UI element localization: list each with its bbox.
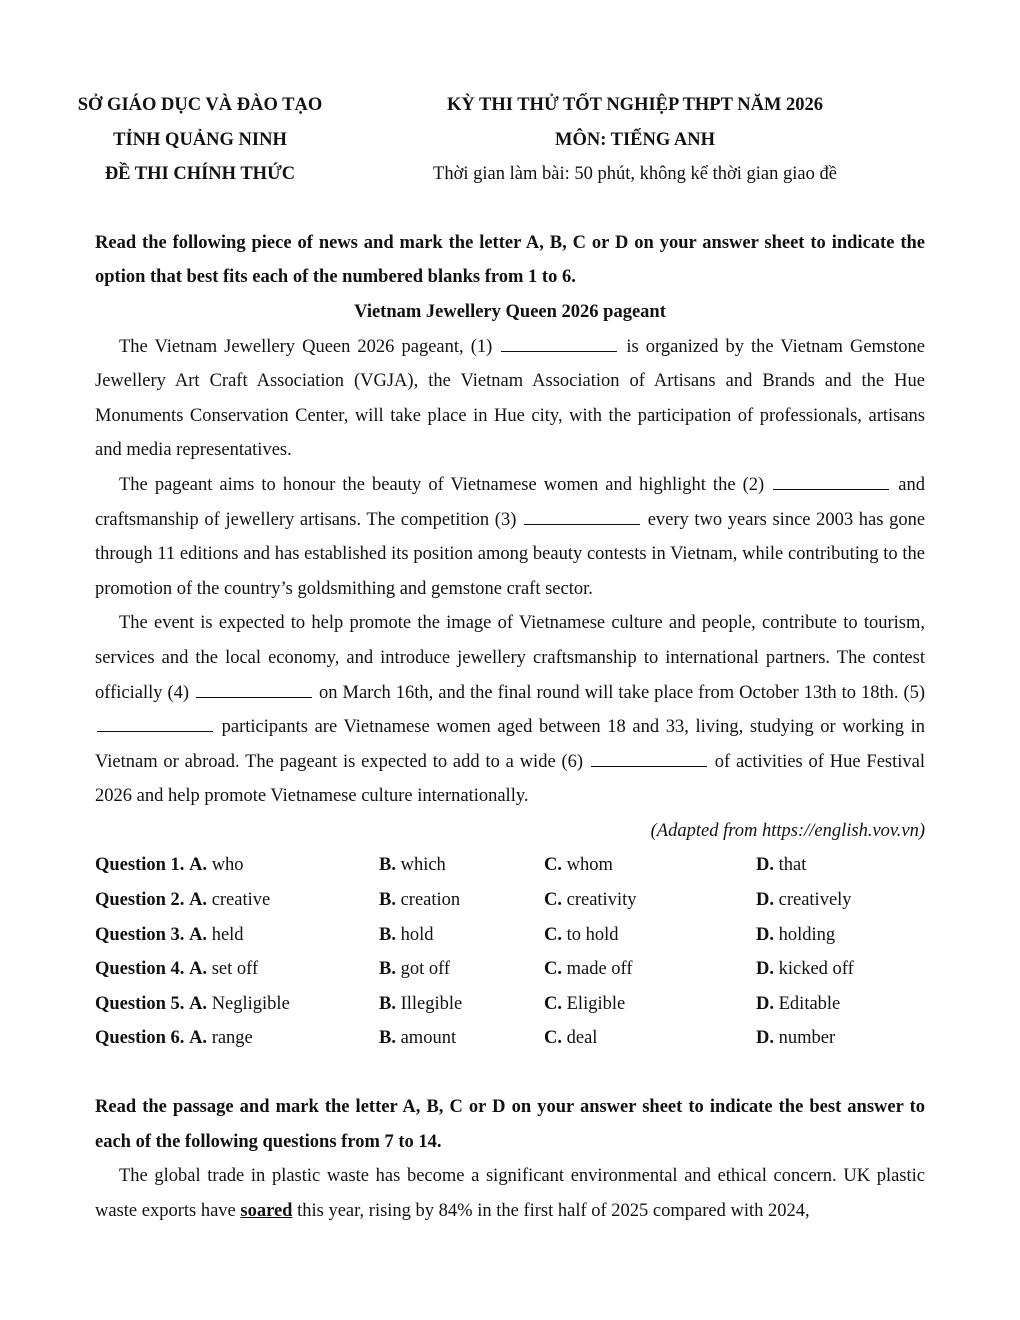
option-b[interactable]: amount	[400, 1028, 457, 1049]
question-list	[95, 848, 925, 1056]
option-letter: D.	[756, 890, 774, 911]
passage-text-a: The global trade in plastic waste has become a significant environmental and ethical concern. UK plastic waste exports have	[95, 1166, 925, 1221]
header-left	[55, 88, 345, 192]
question-label: Question 2.	[95, 890, 185, 911]
option-c[interactable]: made off	[566, 959, 633, 980]
option-letter: A.	[189, 1028, 208, 1049]
question-label: Question 6.	[95, 1028, 185, 1049]
blank-4	[196, 677, 312, 698]
p3-text-b: on March 16th, and the final round will take place from October 13th to 18th. (5)	[319, 682, 926, 703]
option-c[interactable]: whom	[566, 855, 613, 876]
question-label: Question 3.	[95, 924, 185, 945]
option-letter: C.	[544, 855, 562, 876]
department-name: SỞ GIÁO DỤC VÀ ĐÀO TẠO	[77, 95, 323, 115]
province-name: TỈNH QUẢNG NINH	[113, 129, 287, 150]
p3-text-a: The event is expected to help promote the image of Vietnamese culture and people, contribute to tourism, services and the local economy, and introduce jewellery craftsmanship to international partners. The contest officially (4)	[95, 613, 925, 703]
official-exam-label: ĐỀ THI CHÍNH THỨC	[104, 164, 296, 185]
p1-text-a: The Vietnam Jewellery Queen 2026 pageant, (1)	[119, 336, 493, 357]
option-letter: C.	[544, 959, 562, 980]
blank-6	[591, 746, 707, 767]
option-letter: B.	[379, 924, 396, 945]
option-letter: A.	[189, 855, 208, 876]
blank-2	[773, 469, 889, 490]
news-source	[95, 814, 925, 849]
section1-instruction: Read the following piece of news and mark the letter A, B, C or D on your answer sheet to indicate the option that best fits each of the numbered blanks from 1 to 6.	[95, 232, 925, 288]
option-a[interactable]: range	[211, 1028, 253, 1049]
option-letter: B.	[379, 855, 396, 876]
exam-title: KỲ THI THỬ TỐT NGHIỆP THPT NĂM 2026	[446, 95, 824, 115]
option-letter: A.	[189, 890, 208, 911]
option-b[interactable]: Illegible	[400, 993, 463, 1014]
question-row	[95, 987, 925, 1022]
news-paragraph-2	[95, 468, 925, 606]
option-letter: A.	[189, 993, 208, 1014]
question-row	[95, 848, 925, 883]
question-row	[95, 952, 925, 987]
news-title: Vietnam Jewellery Queen 2026 pageant	[354, 301, 666, 322]
p2-text-a: The pageant aims to honour the beauty of Vietnamese women and highlight the (2)	[119, 474, 765, 495]
option-a[interactable]: Negligible	[211, 993, 290, 1014]
option-d[interactable]: creatively	[778, 890, 852, 911]
question-row	[95, 1021, 925, 1056]
question-row	[95, 918, 925, 953]
blank-3	[524, 504, 640, 525]
exam-page	[77, 88, 926, 1228]
section2-instruction: Read the passage and mark the letter A, B, C or D on your answer sheet to indicate the best answer to each of the following questions from 7 to 14.	[95, 1097, 925, 1152]
p3-text-d: of activities of Hue Festival 2026 and help promote Vietnamese culture internationally.	[95, 751, 926, 807]
blank-5	[97, 711, 213, 732]
p3-text-c: participants are Vietnamese women aged between 18 and 33, living, studying or working in Vietnam or abroad. The pageant is expected to add to a wide (6)	[95, 717, 925, 772]
news-paragraph-1	[95, 330, 925, 468]
option-b[interactable]: hold	[400, 924, 434, 945]
source-text: (Adapted from https://english.vov.vn)	[650, 820, 925, 841]
header-right	[345, 88, 925, 192]
option-letter: A.	[189, 924, 208, 945]
option-letter: D.	[756, 1028, 774, 1049]
exam-time: Thời gian làm bài: 50 phút, không kể thời gian giao đề	[433, 164, 837, 185]
option-d[interactable]: kicked off	[778, 959, 854, 980]
p2-text-c: every two years since 2003 has gone through 11 editions and has established its position among beauty contests in Vietnam, while contributing to the promotion of the country’s goldsmithing and gemstone craft sector.	[95, 509, 926, 599]
option-letter: B.	[379, 890, 396, 911]
question-label: Question 4.	[95, 959, 185, 980]
p2-text-b: and craftsmanship of jewellery artisans. The competition (3)	[95, 474, 925, 530]
highlighted-word: soared	[240, 1200, 293, 1221]
option-letter: D.	[756, 855, 774, 876]
question-label: Question 5.	[95, 993, 185, 1014]
option-a[interactable]: set off	[211, 959, 259, 980]
option-letter: B.	[379, 993, 396, 1014]
option-letter: A.	[189, 959, 208, 980]
blank-1	[501, 331, 617, 352]
passage-text-b: this year, rising by 84% in the first half of 2025 compared with 2024,	[297, 1200, 810, 1221]
question-label: Question 1.	[95, 855, 185, 876]
option-c[interactable]: to hold	[566, 924, 619, 945]
question-row	[95, 883, 925, 918]
option-letter: C.	[544, 890, 562, 911]
option-d[interactable]: Editable	[778, 993, 841, 1014]
option-letter: D.	[756, 993, 774, 1014]
option-c[interactable]: deal	[566, 1028, 598, 1049]
option-letter: C.	[544, 924, 562, 945]
news-paragraph-3	[95, 606, 925, 814]
option-b[interactable]: creation	[400, 890, 461, 911]
option-letter: D.	[756, 959, 774, 980]
option-b[interactable]: which	[400, 855, 446, 876]
option-a[interactable]: creative	[211, 890, 271, 911]
option-d[interactable]: that	[778, 855, 807, 876]
option-d[interactable]: holding	[778, 924, 836, 945]
option-letter: C.	[544, 1028, 562, 1049]
passage-paragraph-1	[95, 1159, 925, 1228]
exam-subject: MÔN: TIẾNG ANH	[554, 129, 715, 150]
option-letter: B.	[379, 1028, 396, 1049]
option-letter: D.	[756, 924, 774, 945]
option-c[interactable]: Eligible	[566, 993, 626, 1014]
option-b[interactable]: got off	[400, 959, 451, 980]
option-letter: C.	[544, 993, 562, 1014]
option-a[interactable]: held	[211, 924, 244, 945]
option-letter: B.	[379, 959, 396, 980]
option-a[interactable]: who	[211, 855, 244, 876]
option-c[interactable]: creativity	[566, 890, 637, 911]
exam-header	[77, 88, 925, 192]
option-d[interactable]: number	[778, 1028, 836, 1049]
p1-text-b: is organized by the Vietnam Gemstone Jewellery Art Craft Association (VGJA), the Vietnam Association of Artisans and Brands and the Hue Monuments Conservation Center, will take place in Hue city, with the participation of professionals, artisans and media representatives.	[95, 336, 925, 461]
